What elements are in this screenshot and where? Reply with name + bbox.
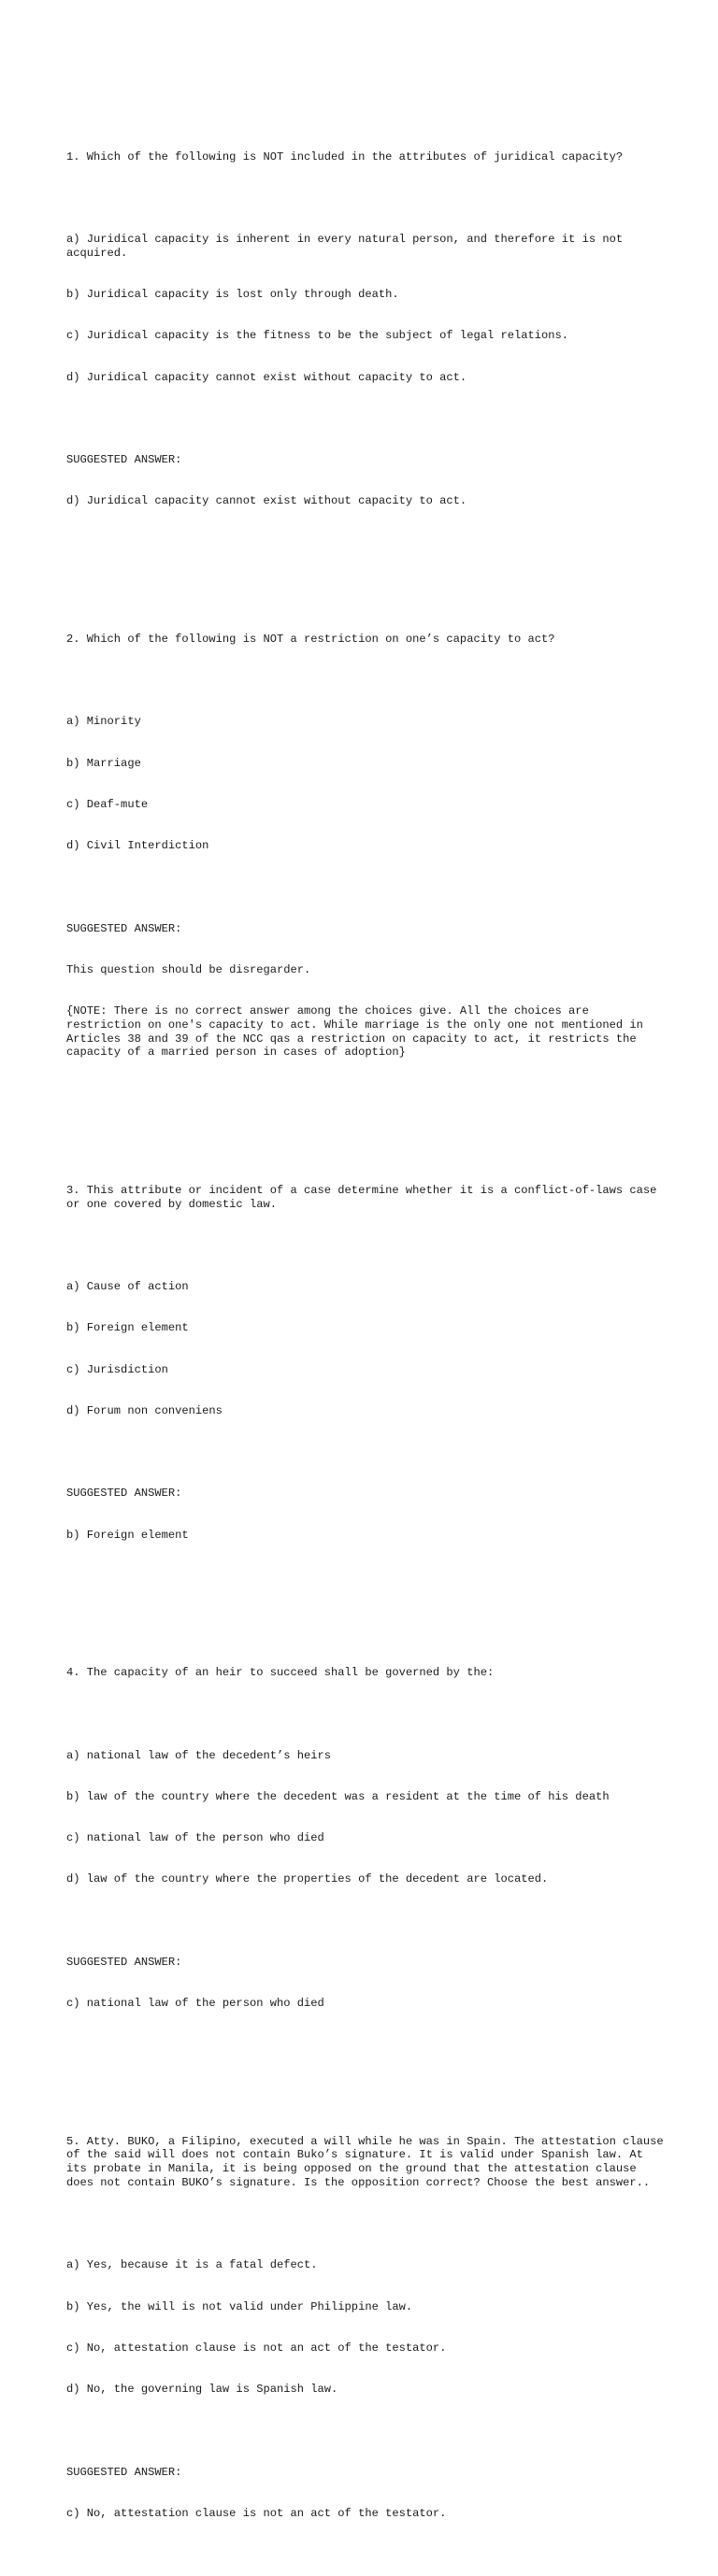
document-page xyxy=(66,67,670,2576)
question-text: 2. Which of the following is NOT a restriction on one’s capacity to act? xyxy=(66,632,555,646)
suggested-answer-label: SUGGESTED ANSWER: xyxy=(66,1955,182,1969)
suggested-answer-label: SUGGESTED ANSWER: xyxy=(66,453,182,466)
option-a: a) Cause of action xyxy=(66,1280,189,1293)
option-d: d) Juridical capacity cannot exist without capacity to act. xyxy=(66,370,467,384)
option-a: a) national law of the decedent’s heirs xyxy=(66,1748,332,1762)
question-block-4 xyxy=(66,1639,665,2039)
option-c: c) Deaf-mute xyxy=(66,797,149,811)
question-block-3 xyxy=(66,1156,665,1570)
suggested-answer-note: {NOTE: There is no correct answer among the choices give. All the choices are restriction on one's capacity to act. While marriage is the only one not mentioned in Articles 38 and 39 of the NCC qas a restriction on capacity to act, it restricts the capacity of a married person in cases of adoption} xyxy=(66,1004,651,1060)
option-b: b) law of the country where the decedent was a resident at the time of his death xyxy=(66,1789,610,1803)
option-d: d) law of the country where the properties of the decedent are located. xyxy=(66,1872,549,1886)
suggested-answer-text: This question should be disregarder. xyxy=(66,962,311,976)
question-block-5 xyxy=(66,2107,670,2548)
option-b: b) Foreign element xyxy=(66,1321,189,1335)
question-block-1 xyxy=(66,122,665,536)
option-b: b) Juridical capacity is lost only through death. xyxy=(66,288,399,301)
option-d: d) Civil Interdiction xyxy=(66,839,209,852)
option-a: a) Minority xyxy=(66,715,141,729)
question-text: 5. Atty. BUKO, a Filipino, executed a will while he was in Spain. The attestation clause of the said will does not contain Buko’s signature. It is valid under Spanish law. At its probate in Manila, it is being opposed on the ground that the attestation clause does not contain BUKO’s signature. Is the opposition correct? Choose the best answer.. xyxy=(66,2134,670,2189)
suggested-answer-label: SUGGESTED ANSWER: xyxy=(66,921,182,935)
suggested-answer-text: c) No, attestation clause is not an act of the testator. xyxy=(66,2506,447,2520)
option-d: d) No, the governing law is Spanish law. xyxy=(66,2383,338,2396)
suggested-answer-text: b) Foreign element xyxy=(66,1528,189,1542)
option-a: a) Juridical capacity is inherent in every natural person, and therefore it is not acquired. xyxy=(66,233,630,260)
option-c: c) national law of the person who died xyxy=(66,1831,324,1844)
suggested-answer-label: SUGGESTED ANSWER: xyxy=(66,1487,182,1501)
option-b: b) Yes, the will is not valid under Philippine law. xyxy=(66,2299,413,2313)
suggested-answer-text: c) national law of the person who died xyxy=(66,1997,324,2010)
option-c: c) Jurisdiction xyxy=(66,1362,168,1376)
option-a: a) Yes, because it is a fatal defect. xyxy=(66,2258,318,2272)
option-c: c) Juridical capacity is the fitness to be the subject of legal relations. xyxy=(66,329,569,343)
question-text: 4. The capacity of an heir to succeed shall be governed by the: xyxy=(66,1666,495,1679)
question-text: 1. Which of the following is NOT included in the attributes of juridical capacity? xyxy=(66,149,624,164)
option-d: d) Forum non conveniens xyxy=(66,1403,223,1417)
question-block-2 xyxy=(66,605,665,1087)
option-b: b) Marriage xyxy=(66,756,141,770)
option-c: c) No, attestation clause is not an act of the testator. xyxy=(66,2341,447,2355)
question-text: 3. This attribute or incident of a case determine whether it is a conflict-of-laws case or one covered by domestic law. xyxy=(66,1183,664,1211)
suggested-answer-label: SUGGESTED ANSWER: xyxy=(66,2465,182,2479)
suggested-answer-text: d) Juridical capacity cannot exist without capacity to act. xyxy=(66,494,467,508)
